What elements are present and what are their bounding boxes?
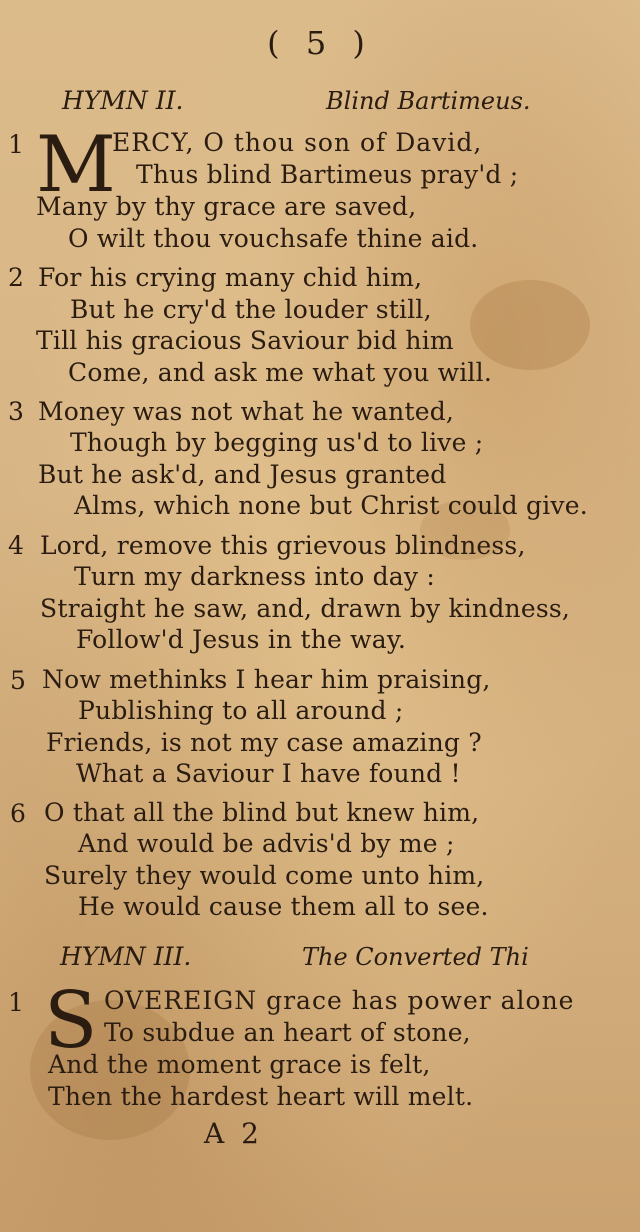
hymn-subtitle: The Converted Thi (302, 943, 529, 971)
hymn-line: O that all the blind but knew him, (44, 798, 480, 827)
hymn-line: Money was not what he wanted, (38, 397, 455, 426)
hymn-line: But he cry'd the louder still, (70, 295, 432, 324)
verse-number: 3 (8, 397, 24, 426)
hymn-line: Surely they would come unto him, (44, 861, 485, 890)
hymn-line: He would cause them all to see. (78, 892, 489, 921)
hymn-line: Turn my darkness into day : (74, 562, 436, 591)
verse-number: 2 (8, 263, 24, 292)
hymn-line: What a Saviour I have found ! (76, 759, 461, 788)
hymn-line: To subdue an heart of stone, (104, 1018, 471, 1047)
verse-number: 1 (8, 988, 24, 1017)
drop-cap: S (44, 976, 98, 1066)
paper-stain (470, 280, 590, 370)
hymn-title: HYMN II. (62, 86, 184, 115)
verse-number: 5 (10, 666, 26, 695)
hymn-line: And the moment grace is felt, (48, 1050, 431, 1079)
hymn-title: HYMN III. (60, 942, 192, 971)
hymn-subtitle: Blind Bartimeus. (326, 87, 531, 115)
drop-cap: M (36, 120, 116, 210)
hymn-line: Come, and ask me what you will. (68, 358, 492, 387)
verse-number: 6 (10, 799, 26, 828)
hymn-line: Thus blind Bartimeus pray'd ; (136, 160, 519, 189)
hymn-line: ERCY, O thou son of David, (112, 128, 483, 157)
hymn-line: OVEREIGN grace has power alone (104, 986, 575, 1015)
hymn-line: Though by begging us'd to live ; (70, 428, 484, 457)
verse-number: 1 (8, 130, 24, 159)
hymn-line: Till his gracious Saviour bid him (36, 326, 454, 355)
hymn-line: Straight he saw, and, drawn by kindness, (40, 594, 571, 623)
hymn-line: Then the hardest heart will melt. (48, 1082, 474, 1111)
signature-mark: A 2 (204, 1117, 263, 1150)
hymn-line: For his crying many chid him, (38, 263, 423, 292)
hymn-line: Friends, is not my case amazing ? (46, 728, 482, 757)
hymn-line: Now methinks I hear him praising, (42, 665, 491, 694)
hymn-line: Alms, which none but Christ could give. (74, 491, 588, 520)
hymn-line: O wilt thou vouchsafe thine aid. (68, 224, 479, 253)
page-number: ( 5 ) (267, 24, 373, 62)
hymn-line: Many by thy grace are saved, (36, 192, 417, 221)
hymn-line: But he ask'd, and Jesus granted (38, 460, 447, 489)
hymn-line: Follow'd Jesus in the way. (76, 625, 407, 654)
hymn-line: Publishing to all around ; (78, 696, 404, 725)
hymn-line: Lord, remove this grievous blindness, (40, 531, 526, 560)
verse-number: 4 (8, 531, 24, 560)
hymn-line: And would be advis'd by me ; (78, 829, 455, 858)
